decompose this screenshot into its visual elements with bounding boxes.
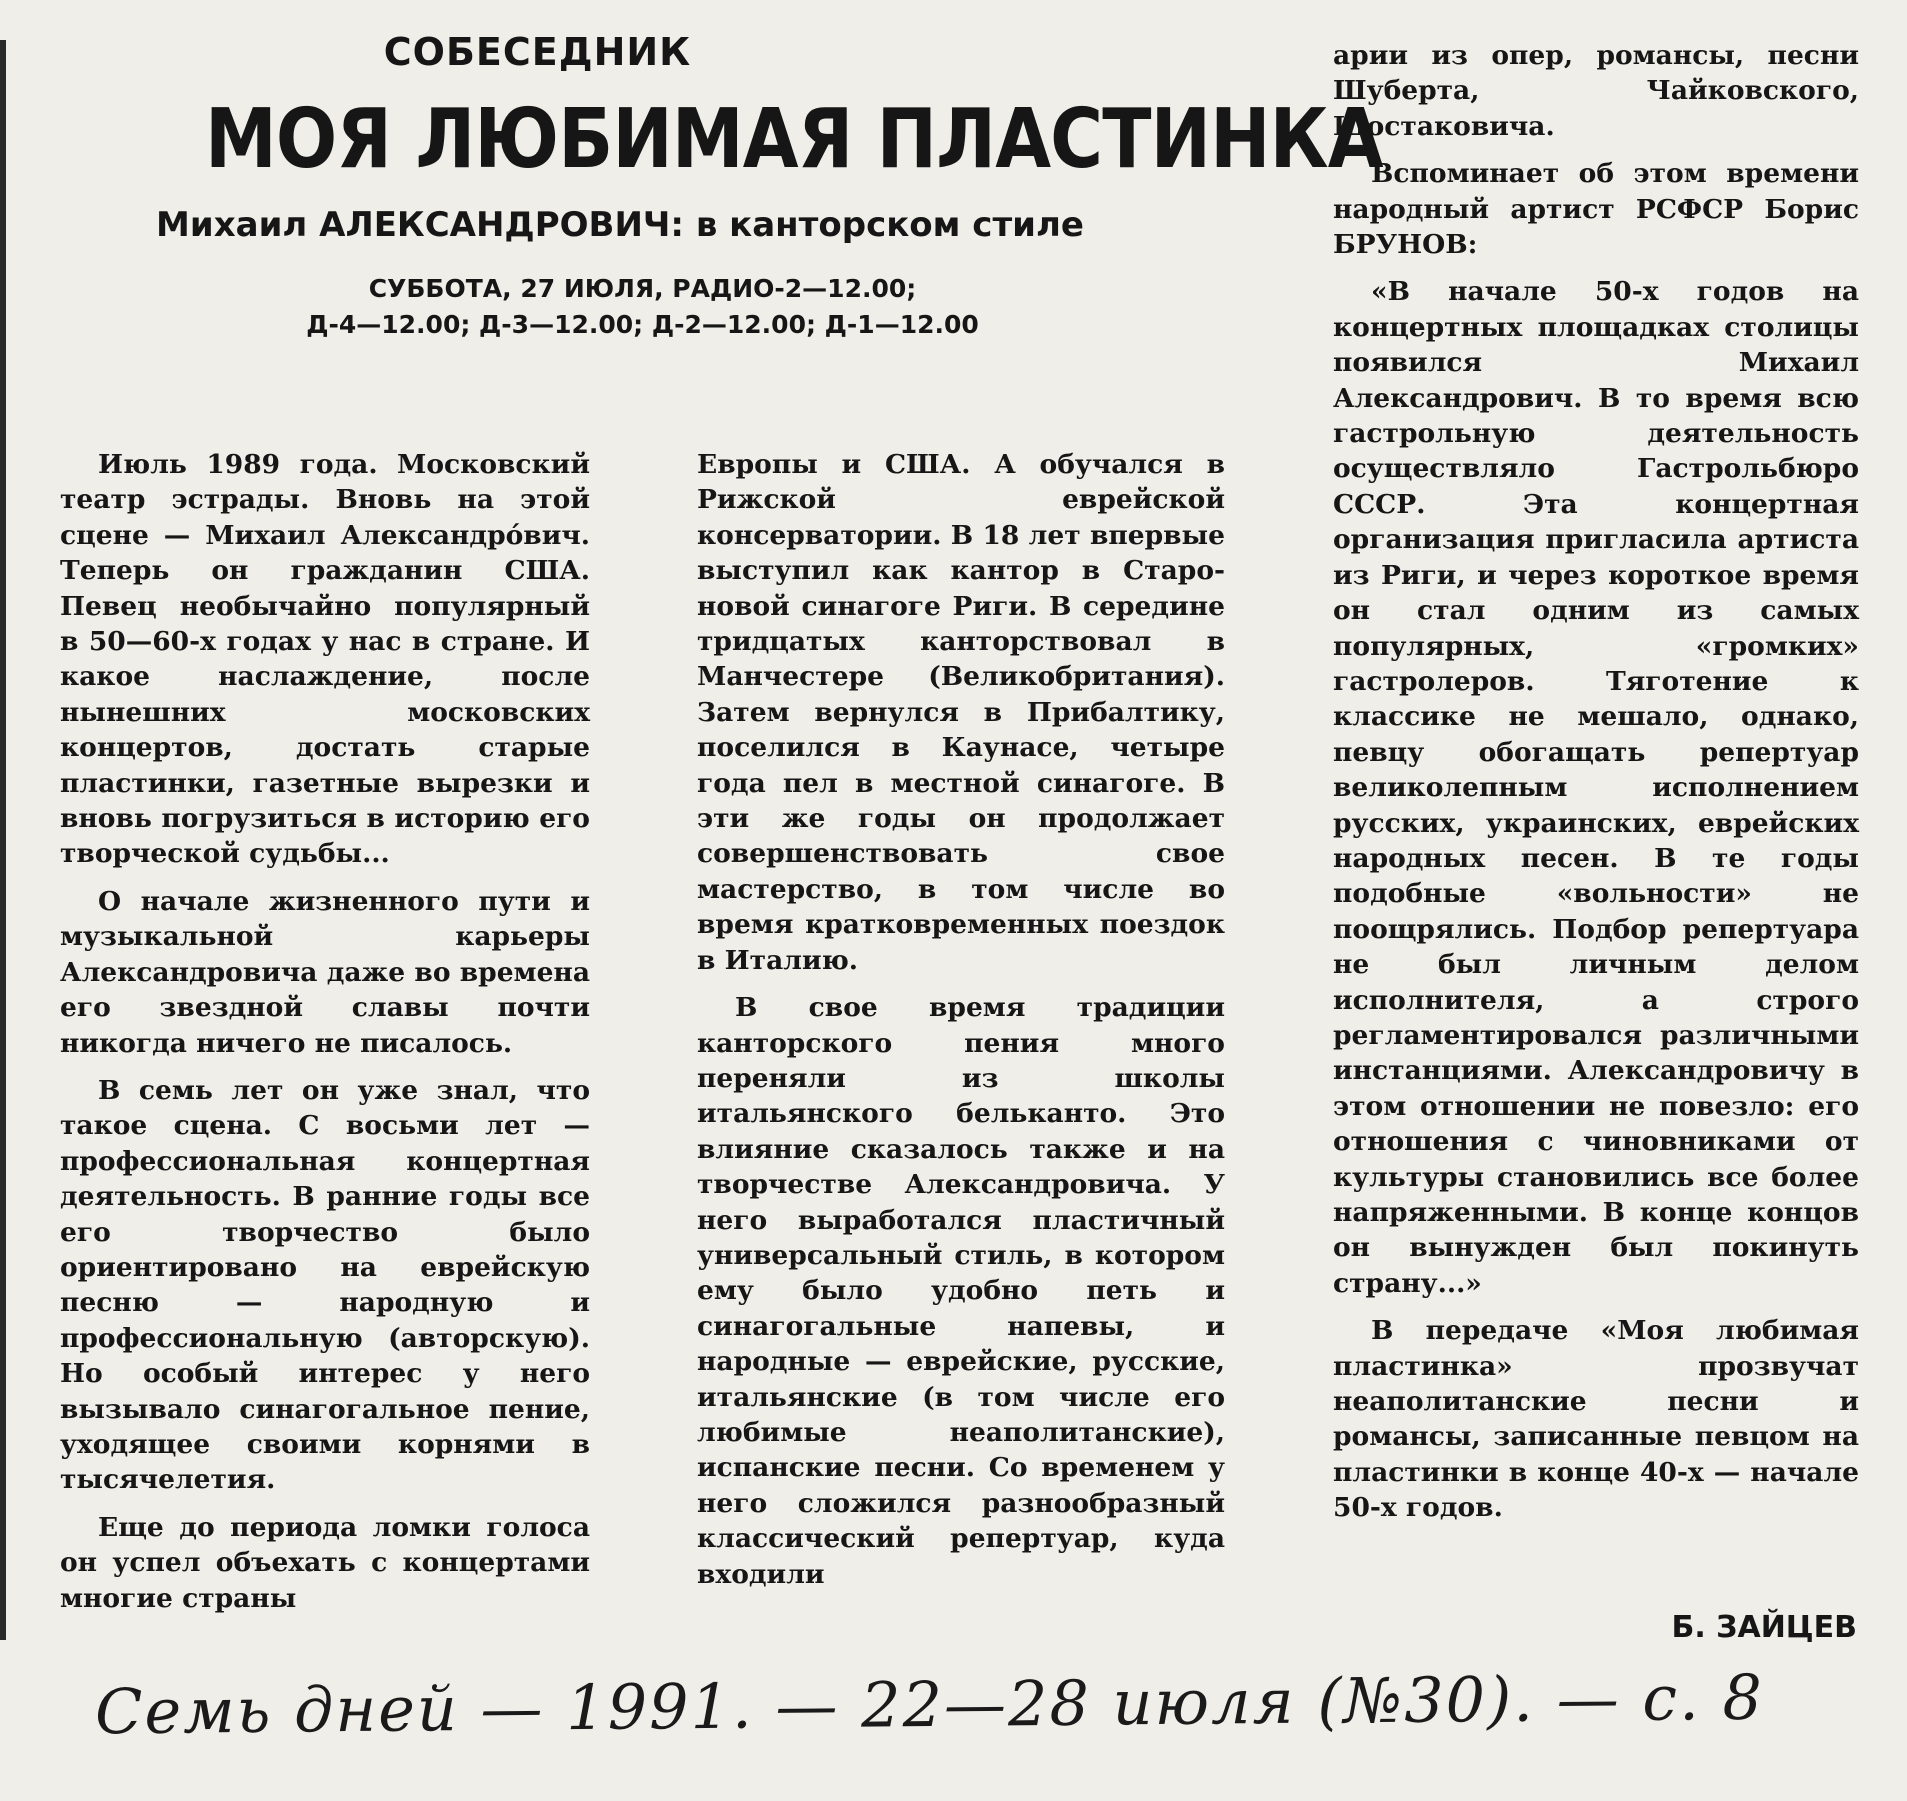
headline: МОЯ ЛЮБИМАЯ ПЛАСТИНКА xyxy=(205,92,1383,187)
column-3 xyxy=(1333,38,1859,1538)
author-signature: Б. ЗАЙЦЕВ xyxy=(1671,1610,1857,1645)
paragraph: Вспоминает об этом времени народный артист РСФСР Борис БРУНОВ: xyxy=(1333,158,1859,261)
paragraph: «В начале 50-х годов на концертных площадках столицы появился Михаил Александрович. В то время всю гастрольную деятельность осуществляло Гастрольбюро СССР. Эта концертная организация пригласила артиста из Риги, и через короткое время он стал одним из самых популярных, «громких» гастролеров. Тяготение к классике не мешало, однако, певцу обогащать репертуар великолепным исполнением русских, украинских, еврейских народных песен. В те годы подобные «вольности» не поощрялись. Подбор репертуара не был личным делом исполнителя, а строго регламентировался различными инстанциями. Александровичу в этом отношении не повезло: его отношения с чиновниками от культуры становились все более напряженными. В конце концов он вынужден был покинуть страну...» xyxy=(1333,276,1859,1299)
handwritten-source-note: Семь дней — 1991. — 22—28 июля (№30). — с. 8 xyxy=(94,1660,1765,1749)
broadcast-schedule xyxy=(125,271,1160,343)
paragraph: В передаче «Моя любимая пластинка» прозвучат неаполитанские песни и романсы, записанные певцом на пластинки в конце 40-х — начале 50-х годов. xyxy=(1333,1315,1859,1524)
paragraph: Европы и США. А обучался в Рижской еврейской консерватории. В 18 лет впервые выступил как кантор в Старо-новой синагоге Риги. В середине тридцатых канторствовал в Манчестере (Великобритания). Затем вернулся в Прибалтику, поселился в Каунасе, четыре года пел в местной синагоге. В эти же годы он продолжает совершенствовать свое мастерство, в том числе во время кратковременных поездок в Италию. xyxy=(697,449,1225,976)
column-1 xyxy=(60,447,590,1628)
paragraph: Еще до периода ломки голоса он успел объехать с концертами многие страны xyxy=(60,1511,590,1614)
paragraph: Июль 1989 года. Московский театр эстрады. Вновь на этой сцене — Михаил Александрóвич. Теперь он гражданин США. Певец необычайно популярный в 50—60-х годах у нас в стране. И какое наслаждение, после нынешних московских концертов, достать старые пластинки, газетные вырезки и вновь погрузиться в историю его творческой судьбы... xyxy=(60,449,590,870)
paragraph: В семь лет он уже знал, что такое сцена. С восьми лет — профессиональная концертная деятельность. В ранние годы все его творчество было ориентировано на еврейскую песню — народную и профессиональную (авторскую). Но особый интерес у него вызывало синагогальное пение, уходящее своими корнями в тысячелетия. xyxy=(60,1074,590,1496)
paragraph: арии из опер, романсы, песни Шуберта, Чайковского, Шостаковича. xyxy=(1333,40,1859,142)
paragraph: В свое время традиции канторского пения много переняли из школы итальянского бельканто. Это влияние сказалось также и на творчестве Александровича. У него выработался пластичный универсальный стиль, в котором ему было удобно петь и синагогальные напевы, и народные — еврейские, русские, итальянские (в том числе его любимые неаполитанские), испанские песни. Со временем у него сложился разнообразный классический репертуар, куда входили xyxy=(697,992,1225,1590)
rubric: СОБЕСЕДНИК xyxy=(383,30,692,74)
schedule-line: СУББОТА, 27 ИЮЛЯ, РАДИО-2—12.00; xyxy=(368,274,917,303)
subtitle: Михаил АЛЕКСАНДРОВИЧ: в канторском стиле xyxy=(156,205,1084,245)
paragraph: О начале жизненного пути и музыкальной карьеры Александровича даже во времена его звездной славы почти никогда ничего не писалось. xyxy=(60,885,590,1059)
article-header xyxy=(156,30,1383,343)
column-2 xyxy=(697,447,1225,1604)
schedule-line: Д-4—12.00; Д-3—12.00; Д-2—12.00; Д-1—12.00 xyxy=(306,310,979,339)
page-edge xyxy=(0,40,6,1640)
